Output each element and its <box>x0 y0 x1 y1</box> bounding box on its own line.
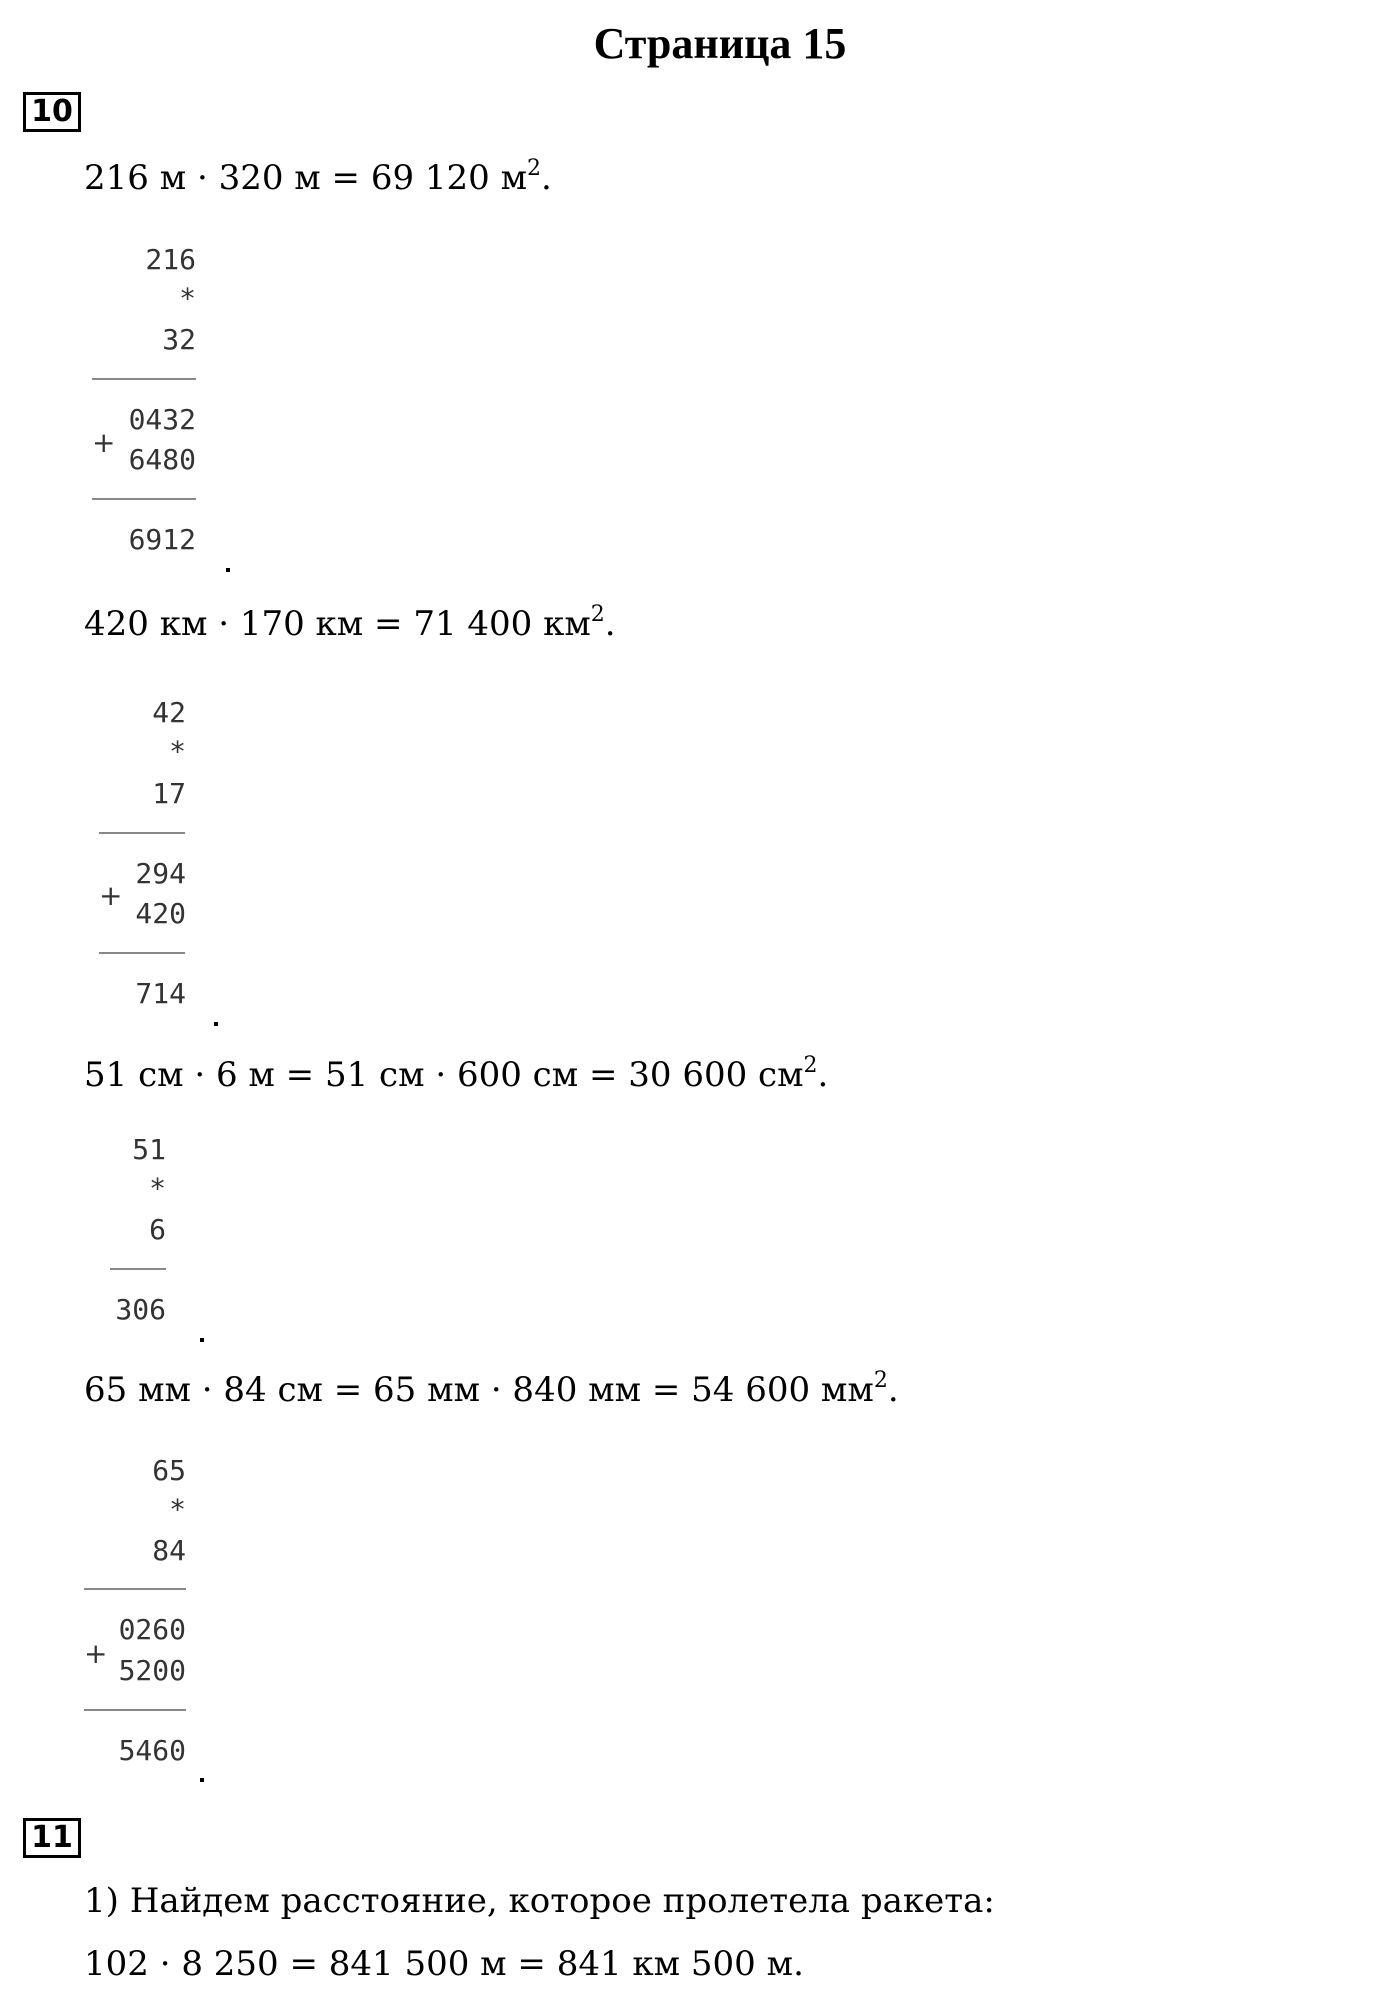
calc-4-result: 5460 <box>118 1734 186 1767</box>
equation-2-period: . <box>604 604 616 644</box>
equation-1 <box>84 156 552 200</box>
calc-4-operator: * <box>169 1493 186 1526</box>
calc-3-result: 306 <box>115 1293 166 1326</box>
calc-4-partial-2: 5200 <box>118 1654 186 1687</box>
calc-1-multiplier: 32 <box>162 323 196 356</box>
calc-2-result: 714 <box>135 977 186 1010</box>
calc-2-partial-2: 420 <box>135 897 186 930</box>
task-11-line-1: 1) Найдем расстояние, которое пролетела ракета: <box>84 1881 995 1921</box>
calc-2-operator: * <box>169 735 186 768</box>
calc-1-operator: * <box>179 282 196 315</box>
equation-3-exponent: 2 <box>803 1053 818 1078</box>
equation-2-text: 420 км · 170 км = 71 400 км <box>84 604 591 644</box>
calc-3-line <box>110 1268 166 1270</box>
equation-3-text: 51 см · 6 м = 51 см · 600 см = 30 600 см <box>84 1055 804 1095</box>
page-title: Страница 15 <box>593 19 847 68</box>
equation-1-exponent: 2 <box>527 156 542 181</box>
calc-3-operator: * <box>149 1172 166 1205</box>
calc-2-period <box>214 1022 218 1026</box>
equation-3-period: . <box>817 1055 829 1095</box>
calc-1-period <box>226 568 230 572</box>
calc-4-line-top <box>84 1588 186 1590</box>
equation-4-text: 65 мм · 84 см = 65 мм · 840 мм = 54 600 мм <box>84 1370 874 1410</box>
task-11-line-2: 102 · 8 250 = 841 500 м = 841 км 500 м. <box>84 1944 804 1984</box>
task-number-10: 10 <box>23 92 81 132</box>
calc-4-multiplicand: 65 <box>152 1454 186 1487</box>
calc-2-partial-1: 294 <box>135 857 186 890</box>
equation-2 <box>84 602 616 646</box>
calc-1-partial-2: 6480 <box>128 443 196 476</box>
equation-2-exponent: 2 <box>590 602 605 627</box>
calc-1-multiplicand: 216 <box>145 243 196 276</box>
calc-1-line-bottom <box>92 498 196 500</box>
calc-2-multiplicand: 42 <box>152 696 186 729</box>
calc-3-multiplicand: 51 <box>132 1133 166 1166</box>
task-number-11: 11 <box>23 1818 81 1858</box>
calc-4-multiplier: 84 <box>152 1534 186 1567</box>
calc-1-plus-sign: + <box>92 426 116 459</box>
calc-1-line-top <box>92 378 196 380</box>
calc-4-period <box>200 1778 204 1782</box>
calc-1-result: 6912 <box>128 523 196 556</box>
equation-4 <box>84 1368 899 1412</box>
calc-3-period <box>200 1338 204 1342</box>
calc-2-line-bottom <box>99 952 185 954</box>
equation-4-period: . <box>887 1370 899 1410</box>
calc-1-partial-1: 0432 <box>128 403 196 436</box>
equation-3 <box>84 1053 828 1097</box>
calc-2-line-top <box>99 832 185 834</box>
calc-4-plus-sign: + <box>84 1637 108 1670</box>
calc-2-plus-sign: + <box>99 879 123 912</box>
calc-4-partial-1: 0260 <box>118 1613 186 1646</box>
equation-1-period: . <box>541 158 552 198</box>
calc-2-multiplier: 17 <box>152 777 186 810</box>
calc-4-line-bottom <box>84 1709 186 1711</box>
calc-3-multiplier: 6 <box>149 1213 166 1246</box>
equation-4-exponent: 2 <box>873 1368 888 1393</box>
equation-1-text: 216 м · 320 м = 69 120 м <box>84 158 528 198</box>
